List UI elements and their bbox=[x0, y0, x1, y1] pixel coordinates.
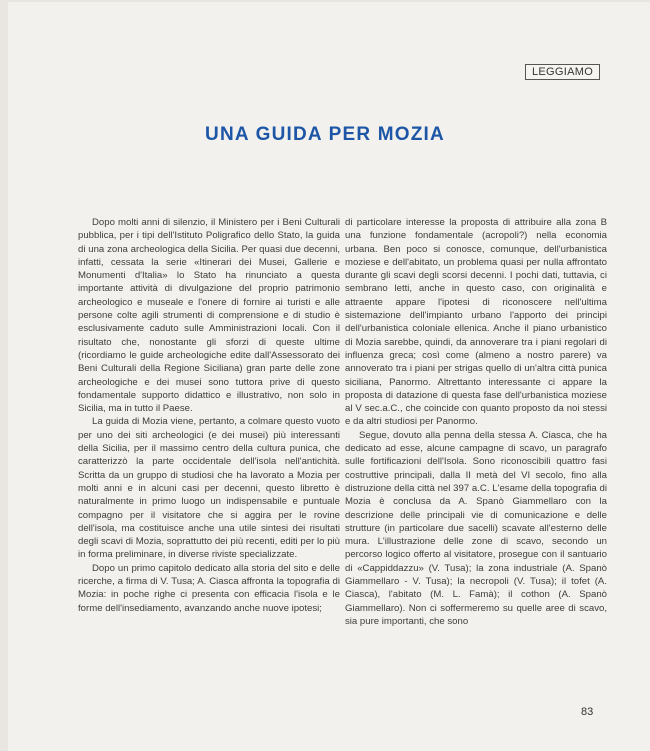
paragraph: di particolare interesse la proposta di attribuire alla zona B una funzione fondamentale (acropoli?) nella economia urbana. Ben poco si conosce, comunque, dell'urbanistica moziese e dell'abitato, un problema quasi per nulla affrontato durante gli scavi degli scorsi decenni. I pochi dati, tuttavia, ci sembrano letti, anche in questo caso, con originalità e attraente appare l'ipotesi di riconoscere nell'ultima sistemazione dell'impianto urbano l'apporto dei principi dell'urbanistica coloniale ellenica. Anche il piano urbanistico di Mozia sarebbe, quindi, da annoverare tra i piani regolari di influenza greca; così come (almeno a nostro parere) va annoverato tra i piani per strigas quello di un'altra città punica siciliana, Panormo. Altrettanto interessante ci appare la proposta di datazione di questa fase dell'urbanistica moziese al V sec.a.C., che coincide con quanto proposto da noi stessi e da altri studiosi per Panormo. bbox=[345, 217, 607, 428]
paragraph: Segue, dovuto alla penna della stessa A. Ciasca, che ha dedicato ad esse, alcune campagne di scavo, un paragrafo sulle fortificazioni dell'Isola. Sono riconoscibili quattro fasi costruttive principali, dalla II metà del VI secolo, fino alla distruzione della città nel 397 a.C. L'esame della topografia di Mozia è conclusa da A. Spanò Giammellaro con la descrizione delle principali vie di comunicazione e delle strutture (in particolare due sacelli) scavate all'esterno delle mura. L'illustrazione delle zone di scavo, secondo un percorso logico offerto al visitatore, prosegue con il santuario di «Cappiddazzu» (V. Tusa); la zona industriale (A. Spanò Giammellaro - V. Tusa); la necropoli (V. Tusa); il tofet (A. Ciasca), l'abitato (M. L. Famà); il cothon (A. Spanò Giammellaro). Non ci soffermeremo su quelle aree di scavo, sia pure importanti, che sono bbox=[345, 429, 607, 627]
paragraph: La guida di Mozia viene, pertanto, a colmare questo vuoto per uno dei siti archeologici (e dei musei) più interessanti della Sicilia, per il massimo centro della cultura punica, che caratterizzò la parte occidentale dell'isola nell'antichità. Scritta da un gruppo di studiosi che ha lavorato a Mozia per molti anni e in alcuni casi per decenni, questo libretto è naturalmente in primo luogo un indispensabile e puntuale compagno per il visitatore che si aggira per le rovine dell'isola, ma costituisce anche una utile sintesi dei risultati degli scavi di Mozia, soprattutto dei più recenti, editi per lo più in forma preliminare, in diverse riviste specializzate. bbox=[78, 416, 340, 561]
paragraph: Dopo un primo capitolo dedicato alla storia del sito e delle ricerche, a firma di V. Tusa; A. Ciasca affronta la topografia di Mozia: in poche righe ci presenta con efficacia l'isola e le forme dell'insediamento, avanzando anche nuove ipotesi; bbox=[78, 562, 340, 614]
page-number: 83 bbox=[581, 706, 594, 718]
paragraph: Dopo molti anni di silenzio, il Ministero per i Beni Culturali pubblica, per i tipi dell'Istituto Poligrafico dello Stato, la guida di una zona archeologica della Sicilia. Per quasi due decenni, infatti, cessata la serie «Itinerari dei Musei, Gallerie e Monumenti d'Italia» lo Stato ha rinunciato a questa importante attività di divulgazione del proprio patrimonio archeologico e museale e l'onere di fornire ai turisti e alle persone colte agili strumenti di comprensione e di studio è esclusivamente caduto sulle Amministrazioni locali. Con il risultato che, nonostante gli sforzi di queste ultime (ricordiamo le guide archeologiche edite dall'Assessorato dei Beni Culturali della Regione Siciliana) gran parte delle zone archeologiche e dei musei sono tuttora prive di questo fondamentale supporto didattico e illustrativo, non solo in Sicilia, ma in tutto il Paese. bbox=[78, 217, 340, 415]
article-title: UNA GUIDA PER MOZIA bbox=[205, 124, 445, 145]
left-column bbox=[78, 216, 340, 615]
right-column bbox=[345, 216, 607, 628]
section-tag: LEGGIAMO bbox=[525, 64, 600, 80]
